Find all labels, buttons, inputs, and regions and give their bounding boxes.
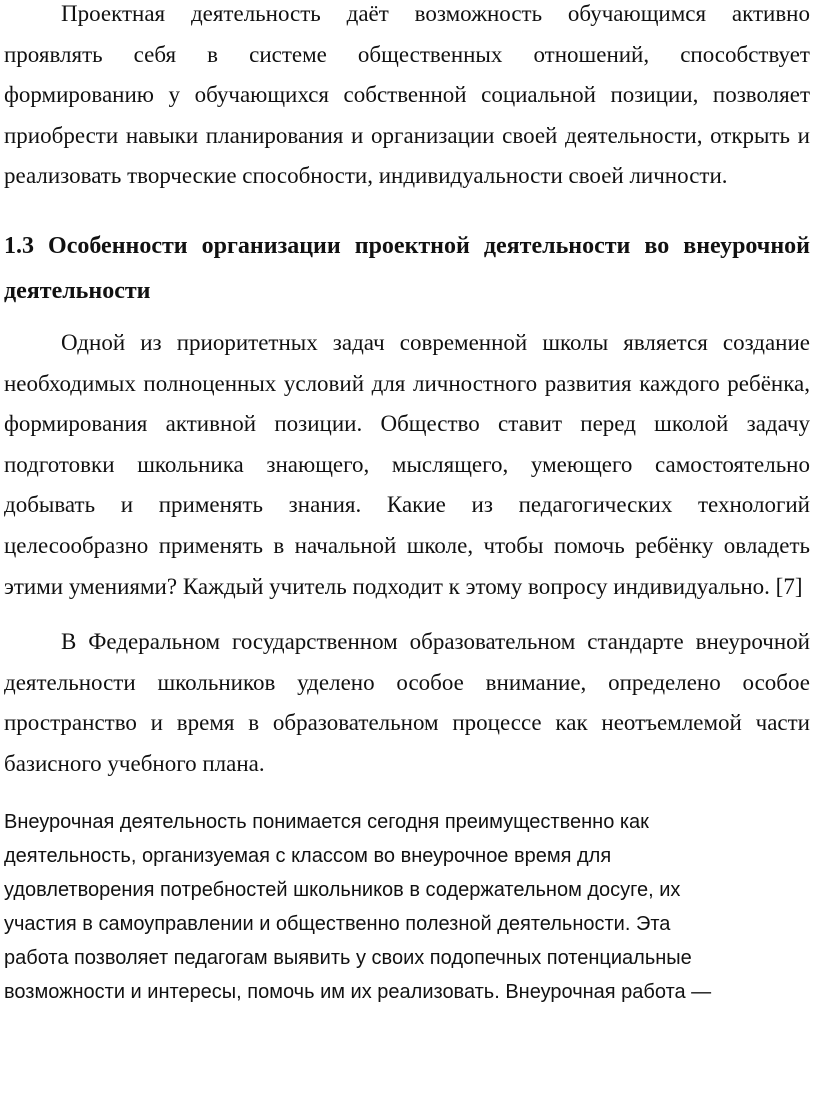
paragraph-project-activity: Проектная деятельность даёт возможность обучающимся активно проявлять себя в системе общественных отношений, способствует формированию у обучающихся собственной социальной позиции, позволяет приобрести навыки планирования и организации своей деятельности, открыть и реализовать творческие способности, индивидуальности своей личности. xyxy=(4,1,810,189)
section-heading: 1.3 Особенности организации проектной деятельности во внеурочной деятельности xyxy=(4,232,810,304)
paragraph-federal-standard: В Федеральном государственном образовательном стандарте внеурочной деятельности школьников уделено особое внимание, определено особое пространство и время в образовательном процессе как неотъемлемой части базисного учебного плана. xyxy=(4,629,810,776)
document-page xyxy=(4,0,810,1009)
paragraph-line: Внеурочная деятельность понимается сегодня преимущественно как xyxy=(4,810,649,833)
paragraph-line: участия в самоуправлении и общественно полезной деятельности. Эта xyxy=(4,912,671,935)
paragraph-line: удовлетворения потребностей школьников в содержательном досуге, их xyxy=(4,878,681,901)
paragraph-extracurricular xyxy=(4,805,810,1009)
paragraph-line: возможности и интересы, помочь им их реализовать. Внеурочная работа — xyxy=(4,980,712,1003)
paragraph-line: работа позволяет педагогам выявить у своих подопечных потенциальные xyxy=(4,946,692,969)
paragraph-school-tasks: Одной из приоритетных задач современной школы является создание необходимых полноценных условий для личностного развития каждого ребёнка, формирования активной позиции. Общество ставит перед школой задачу подготовки школьника знающего, мыслящего, умеющего самостоятельно добывать и применять знания. Какие из педагогических технологий целесообразно применять в начальной школе, чтобы помочь ребёнку овладеть этими умениями? Каждый учитель подходит к этому вопросу индивидуально. [7] xyxy=(4,329,810,599)
paragraph-line: деятельность, организуемая с классом во внеурочное время для xyxy=(4,844,612,867)
